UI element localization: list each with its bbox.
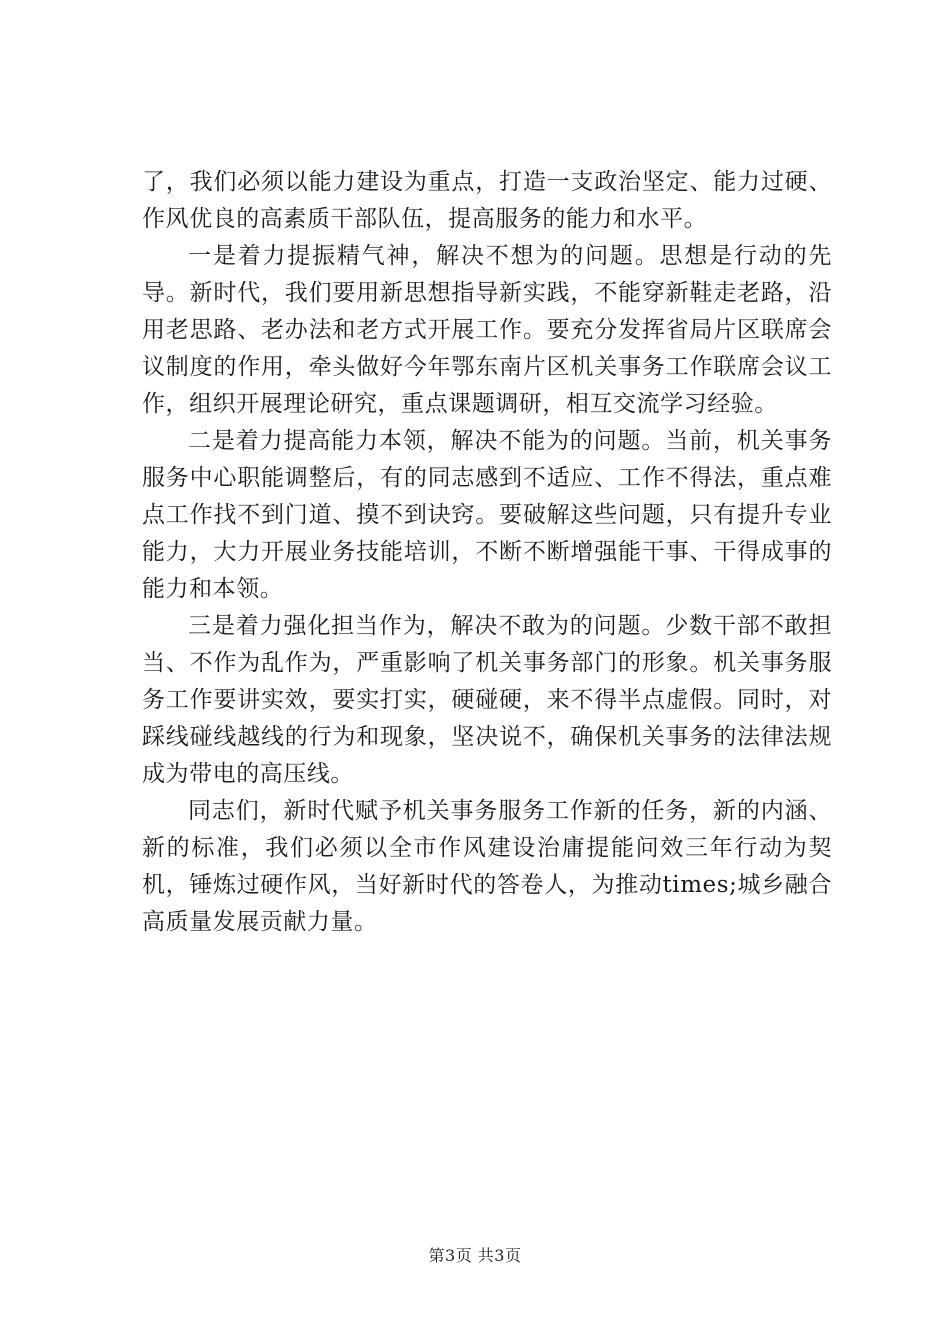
- document-body: [142, 164, 832, 941]
- paragraph-5: 同志们，新时代赋予机关事务服务工作新的任务，新的内涵、新的标准，我们必须以全市作风建设治庸提能问效三年行动为契机，锤炼过硬作风，当好新时代的答卷人，为推动times;城乡融合高质量发展贡献力量。: [142, 798, 832, 935]
- paragraph-2: 一是着力提振精气神，解决不想为的问题。思想是行动的先导。新时代，我们要用新思想指导新实践，不能穿新鞋走老路，沿用老思路、老办法和老方式开展工作。要充分发挥省局片区联席会议制度的作用，牵头做好今年鄂东南片区机关事务工作联席会议工作，组织开展理论研究，重点课题调研，相互交流学习经验。: [142, 243, 832, 417]
- paragraph-3: 二是着力提高能力本领，解决不能为的问题。当前，机关事务服务中心职能调整后，有的同志感到不适应、工作不得法，重点难点工作找不到门道、摸不到诀窍。要破解这些问题，只有提升专业能力，大力开展业务技能培训，不断不断增强能干事、干得成事的能力和本领。: [142, 428, 832, 602]
- paragraph-4: 三是着力强化担当作为，解决不敢为的问题。少数干部不敢担当、不作为乱作为，严重影响了机关事务部门的形象。机关事务服务工作要讲实效，要实打实，硬碰硬，来不得半点虚假。同时，对踩线碰线越线的行为和现象，坚决说不，确保机关事务的法律法规成为带电的高压线。: [142, 613, 832, 787]
- paragraph-1: 了，我们必须以能力建设为重点，打造一支政治坚定、能力过硬、作风优良的高素质干部队伍，提高服务的能力和水平。: [142, 169, 832, 232]
- page-number-footer: 第3页 共3页: [428, 1246, 522, 1265]
